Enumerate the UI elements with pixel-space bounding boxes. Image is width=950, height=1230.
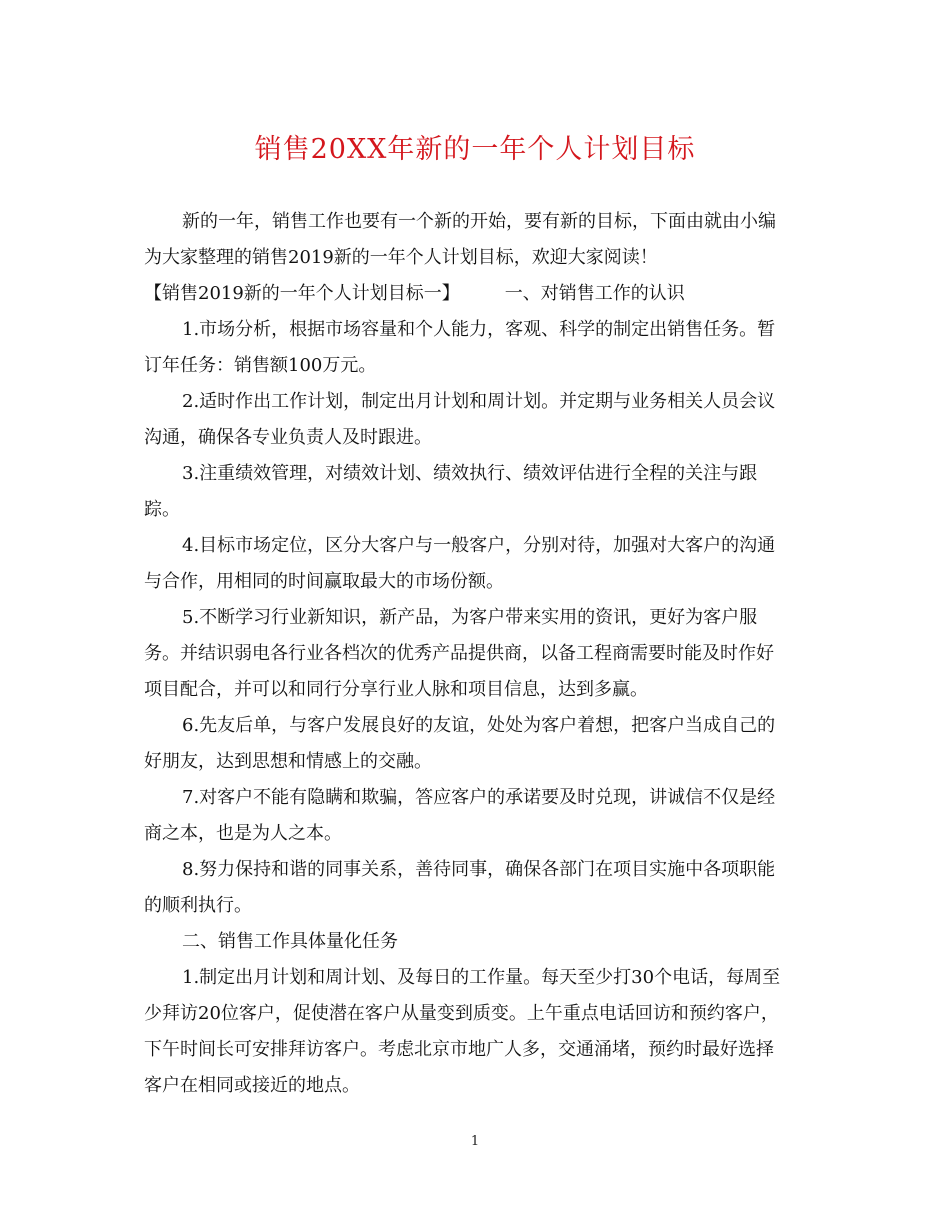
text-line: 为大家整理的销售2019新的一年个人计划目标，欢迎大家阅读！ <box>144 247 658 268</box>
text-line: 与合作，用相同的时间赢取最大的市场份额。 <box>144 571 504 592</box>
text-line: 1.市场分析，根据市场容量和个人能力，客观、科学的制定出销售任务。暂 <box>182 319 776 340</box>
text-line: 务。并结识弱电各行业各档次的优秀产品提供商，以备工程商需要时能及时作好 <box>144 643 774 664</box>
text-line: 6.先友后单，与客户发展良好的友谊，处处为客户着想，把客户当成自己的 <box>182 715 776 736</box>
text-line: 1.制定出月计划和周计划、及每日的工作量。每天至少打30个电话，每周至 <box>182 967 781 988</box>
text-line: 订年任务：销售额100万元。 <box>144 355 377 376</box>
text-line: 下午时间长可安排拜访客户。考虑北京市地广人多，交通涌堵，预约时最好选择 <box>144 1039 774 1060</box>
document-title: 销售20XX年新的一年个人计划目标 <box>254 134 696 165</box>
text-line: 少拜访20位客户，促使潜在客户从量变到质变。上午重点电话回访和预约客户， <box>144 1003 779 1024</box>
text-line: 3.注重绩效管理，对绩效计划、绩效执行、绩效评估进行全程的关注与跟 <box>182 463 758 484</box>
text-line: 项目配合，并可以和同行分享行业人脉和项目信息，达到多赢。 <box>144 679 648 700</box>
text-line: 2.适时作出工作计划，制定出月计划和周计划。并定期与业务相关人员会议 <box>182 391 776 412</box>
text-line: 商之本，也是为人之本。 <box>144 823 342 844</box>
page-number: 1 <box>470 1134 480 1149</box>
text-line: 4.目标市场定位，区分大客户与一般客户，分别对待，加强对大客户的沟通 <box>182 535 776 556</box>
text-line: 8.努力保持和谐的同事关系，善待同事，确保各部门在项目实施中各项职能 <box>182 859 776 880</box>
text-line: 踪。 <box>144 499 180 520</box>
text-line: 7.对客户不能有隐瞒和欺骗，答应客户的承诺要及时兑现，讲诚信不仅是经 <box>182 787 776 808</box>
text-line: 客户在相同或接近的地点。 <box>144 1075 360 1096</box>
text-line: 沟通，确保各专业负责人及时跟进。 <box>144 427 432 448</box>
text-line: 新的一年，销售工作也要有一个新的开始，要有新的目标，下面由就由小编 <box>182 211 776 232</box>
text-line: 5.不断学习行业新知识，新产品，为客户带来实用的资讯，更好为客户服 <box>182 607 758 628</box>
section-heading-line: 二、销售工作具体量化任务 <box>182 931 398 952</box>
text-line: 的顺利执行。 <box>144 895 252 916</box>
document-body <box>144 204 809 1104</box>
section-heading-line: 【销售2019新的一年个人计划目标一】 一、对销售工作的认识 <box>144 283 685 304</box>
text-line: 好朋友，达到思想和情感上的交融。 <box>144 751 432 772</box>
